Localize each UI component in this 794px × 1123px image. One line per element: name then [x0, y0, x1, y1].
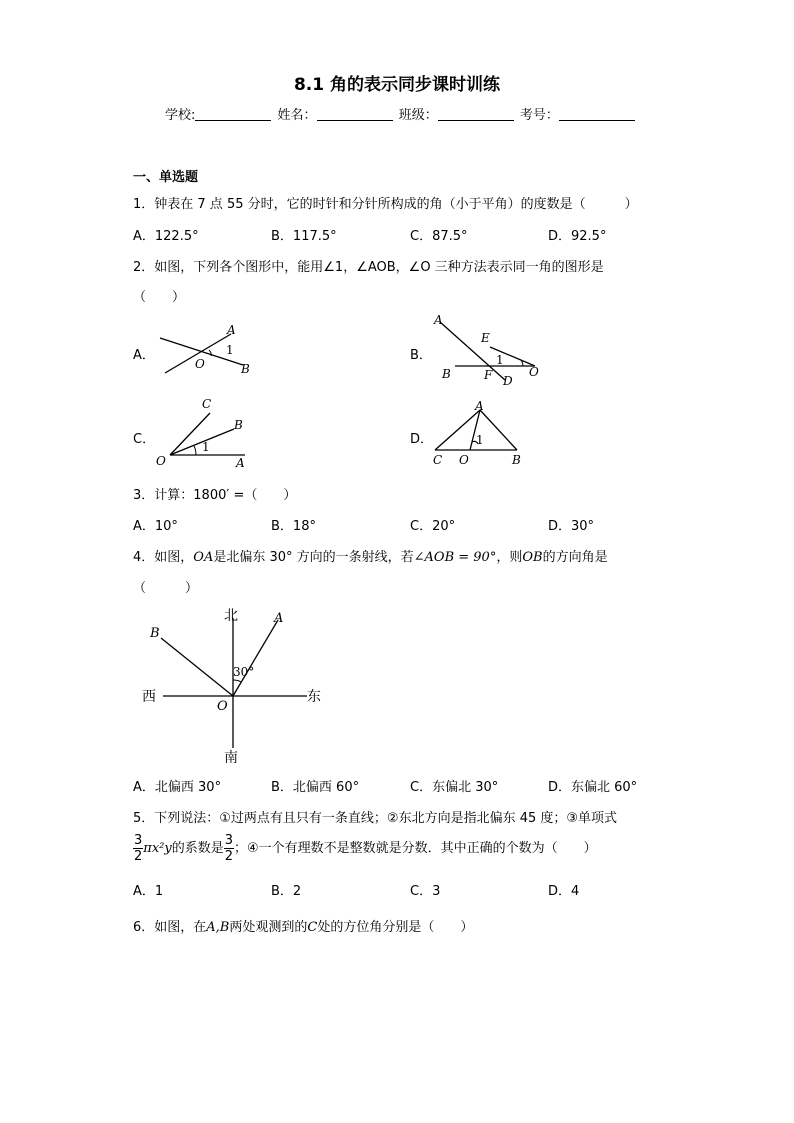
fig-d-label-B: B	[512, 453, 521, 467]
q5-fraction-2: $\frac{3}{2}$	[224, 833, 234, 864]
question-4	[133, 546, 608, 565]
page-title: 8.1 角的表示同步课时训练	[293, 75, 501, 95]
q4-post: 的方向角是	[542, 550, 608, 565]
point-B-label: B	[150, 626, 160, 641]
q3-option-c[interactable]: C．20°	[410, 519, 456, 534]
question-3: 3．计算：1800′ =（ ）	[133, 488, 297, 503]
fig-b-label-D: D	[503, 374, 513, 388]
question-4-paren: （ ）	[133, 581, 199, 596]
fig-b-label-O: O	[529, 365, 539, 379]
q1-option-b[interactable]: B．117.5°	[271, 229, 337, 244]
fig-a-label-B: B	[241, 362, 250, 376]
north-label: 北	[224, 608, 238, 624]
fig-c-label-B: B	[234, 418, 243, 432]
fig-d-label-C: C	[433, 453, 443, 467]
q3-option-a[interactable]: A．10°	[133, 519, 178, 534]
q4-mid1: 是北偏东 30° 方向的一条射线，若	[213, 550, 414, 565]
q2-figure-d	[425, 398, 535, 468]
fig-d-label-O: O	[459, 453, 469, 467]
name-label: 姓名：	[277, 108, 317, 123]
fig-b-label-1: 1	[496, 353, 504, 367]
question-2: 2．如图，下列各个图形中，能用∠1，∠AOB，∠O 三种方法表示同一角的图形是	[133, 260, 604, 275]
question-5-line1: 5．下列说法：①过两点有且只有一条直线；②东北方向是指北偏东 45 度；③单项式	[133, 811, 618, 826]
q2-figure-a	[155, 318, 265, 378]
q4-eq: ∠AOB = 90°	[413, 550, 497, 565]
question-1: 1．钟表在 7 点 55 分时，它的时针和分针所构成的角（小于平角）的度数是（ ）	[133, 197, 638, 212]
fig-b-label-B: B	[442, 367, 451, 381]
q5-option-b[interactable]: B．2	[271, 884, 302, 899]
q3-option-b[interactable]: B．18°	[271, 519, 316, 534]
q6-post: 处的方位角分别是（ ）	[317, 920, 474, 935]
question-5-line2	[133, 833, 597, 864]
question-2-paren: （ ）	[133, 290, 186, 305]
q5-mid: 的系数是	[171, 841, 224, 856]
fig-a-label-1: 1	[226, 343, 234, 357]
class-label: 班级：	[398, 108, 438, 123]
q5-option-d[interactable]: D．4	[548, 884, 580, 899]
west-label: 西	[142, 689, 156, 705]
fig-c-label-O: O	[156, 454, 166, 468]
q5-monomial: πx²y	[143, 841, 172, 856]
angle-30-label: 30°	[233, 665, 255, 679]
fig-a-label-A: A	[227, 323, 236, 337]
point-O-label: O	[217, 699, 228, 714]
q5-fraction: $\frac{3}{2}$	[134, 833, 143, 864]
q4-pre: 4．如图，	[133, 550, 194, 565]
fig-d-label-1: 1	[476, 433, 484, 447]
q2-option-a[interactable]: A．	[133, 348, 155, 363]
exam-no-blank[interactable]	[559, 108, 635, 121]
fig-c-label-1: 1	[202, 440, 210, 454]
fig-d-label-A: A	[475, 399, 484, 413]
q4-compass-figure	[135, 600, 335, 770]
east-label: 东	[307, 689, 321, 705]
q1-option-c[interactable]: C．87.5°	[410, 229, 468, 244]
q4-oa: OA	[193, 550, 214, 565]
q4-option-d[interactable]: D．东偏北 60°	[548, 780, 638, 795]
fig-b-label-E: E	[481, 331, 490, 345]
school-label: 学校:	[165, 108, 196, 123]
south-label: 南	[224, 750, 238, 766]
q6-mid: 两处观测到的	[229, 920, 308, 935]
q2-option-b[interactable]: B．	[410, 348, 432, 363]
student-info-line	[165, 104, 637, 123]
q4-option-a[interactable]: A．北偏西 30°	[133, 780, 222, 795]
q5-option-a[interactable]: A．1	[133, 884, 164, 899]
q2-option-d[interactable]: D．	[410, 432, 434, 447]
fig-c-label-C: C	[202, 397, 212, 411]
exam-no-label: 考号：	[519, 108, 559, 123]
q1-option-a[interactable]: A．122.5°	[133, 229, 199, 244]
q4-mid2: ，则	[496, 550, 523, 565]
school-blank[interactable]	[195, 108, 271, 121]
q6-ab: A,B	[206, 920, 230, 935]
q4-option-b[interactable]: B．北偏西 60°	[271, 780, 360, 795]
section-heading: 一、单选题	[133, 170, 199, 185]
question-6	[133, 916, 473, 935]
q2-figure-b	[425, 308, 550, 388]
class-blank[interactable]	[438, 108, 514, 121]
name-blank[interactable]	[317, 108, 393, 121]
q5-rest: ；④一个有理数不是整数就是分数．其中正确的个数为（ ）	[234, 841, 597, 856]
q2-figure-c	[150, 395, 260, 470]
fig-a-label-O: O	[195, 357, 205, 371]
q3-option-d[interactable]: D．30°	[548, 519, 595, 534]
q4-ob: OB	[522, 550, 543, 565]
fig-c-label-A: A	[236, 456, 245, 470]
q4-option-c[interactable]: C．东偏北 30°	[410, 780, 499, 795]
point-A-label: A	[274, 611, 284, 626]
q1-option-d[interactable]: D．92.5°	[548, 229, 607, 244]
q6-c: C	[307, 920, 318, 935]
q2-option-c[interactable]: C．	[133, 432, 156, 447]
fig-b-label-F: F	[484, 368, 493, 382]
q5-option-c[interactable]: C．3	[410, 884, 441, 899]
fig-b-label-A: A	[434, 313, 443, 327]
q6-pre: 6．如图，在	[133, 920, 207, 935]
